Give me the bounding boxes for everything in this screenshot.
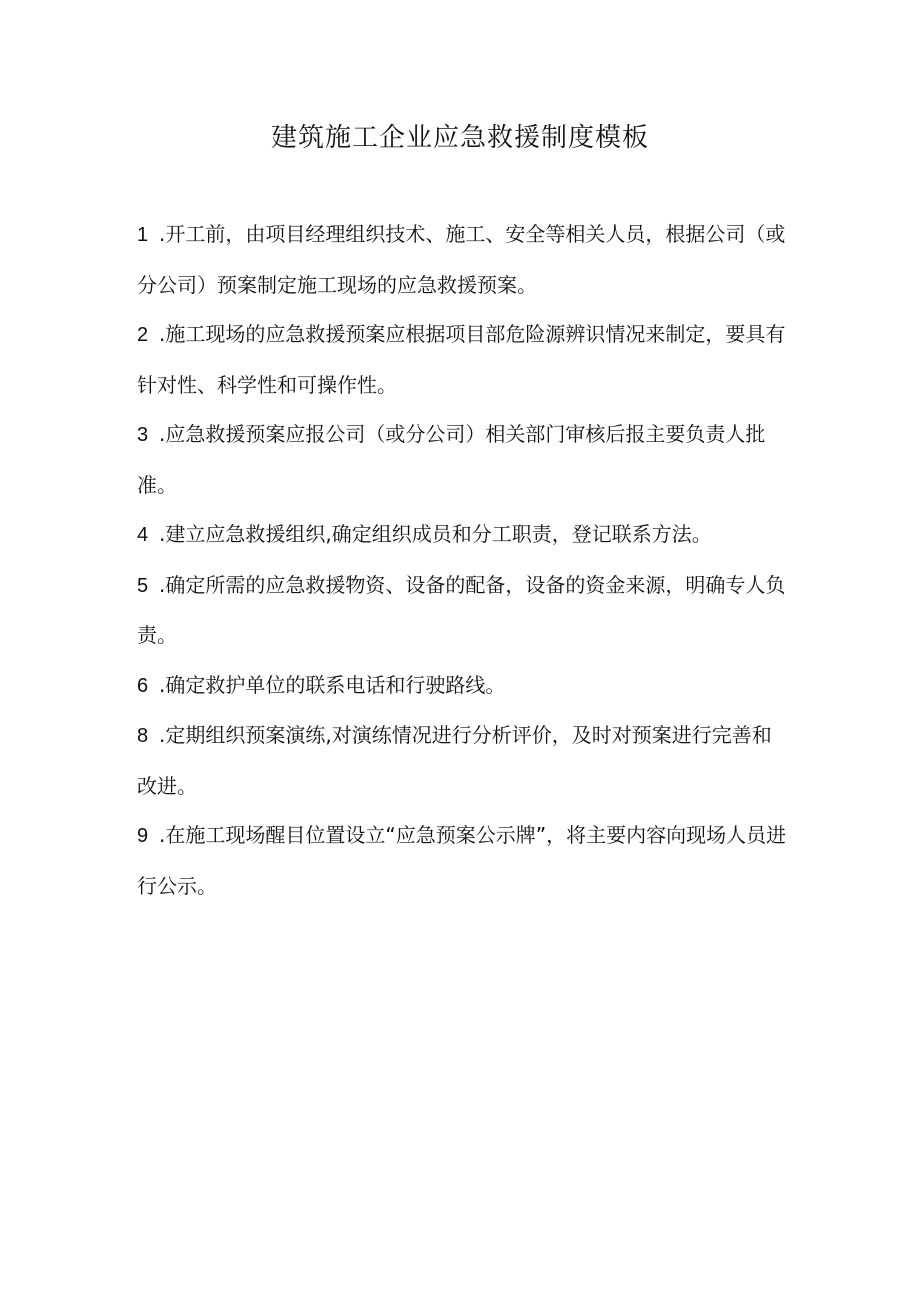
- clause-item: [137, 510, 787, 561]
- document-title: 建筑施工企业应急救援制度模板: [270, 123, 649, 153]
- clause-item: [137, 410, 787, 510]
- clause-number: 8: [137, 725, 149, 747]
- clause-text: .确定救护单位的联系电话和行驶路线。: [159, 672, 506, 697]
- clause-number: 2: [137, 324, 149, 346]
- clause-item: [137, 661, 787, 712]
- clause-number: 6: [137, 674, 149, 697]
- clause-number: 9: [137, 825, 149, 847]
- clause-text: .应急救援预案应报公司（或分公司）相关部门审核后报主要负责人批准。: [137, 422, 766, 497]
- clause-number: 1: [137, 224, 149, 246]
- clause-item: [137, 561, 787, 661]
- clause-text: .施工现场的应急救援预案应根据项目部危险源辨识情况来制定，要具有针对性、科学性和可操作性。: [137, 322, 786, 397]
- clause-item: [137, 310, 787, 410]
- clause-text: .建立应急救援组织,确定组织成员和分工职责，登记联系方法。: [159, 522, 712, 546]
- clause-number: 3: [137, 424, 149, 446]
- clause-item: [137, 210, 787, 310]
- clause-number: 5: [137, 574, 149, 597]
- clause-item: [137, 711, 787, 811]
- clause-text: .定期组织预案演练,对演练情况进行分析评价，及时对预案进行完善和改进。: [137, 723, 772, 798]
- clause-number: 4: [137, 524, 149, 546]
- clause-item: [137, 811, 787, 911]
- clause-text: .确定所需的应急救援物资、设备的配备，设备的资金来源，明确专人负责。: [137, 572, 786, 647]
- clause-text: .在施工现场醒目位置设立“应急预案公示牌”，将主要内容向现场人员进行公示。: [137, 823, 787, 898]
- clause-list: [137, 210, 787, 911]
- clause-text: .开工前，由项目经理组织技术、施工、安全等相关人员，根据公司（或分公司）预案制定施工现场的应急救援预案。: [137, 222, 786, 297]
